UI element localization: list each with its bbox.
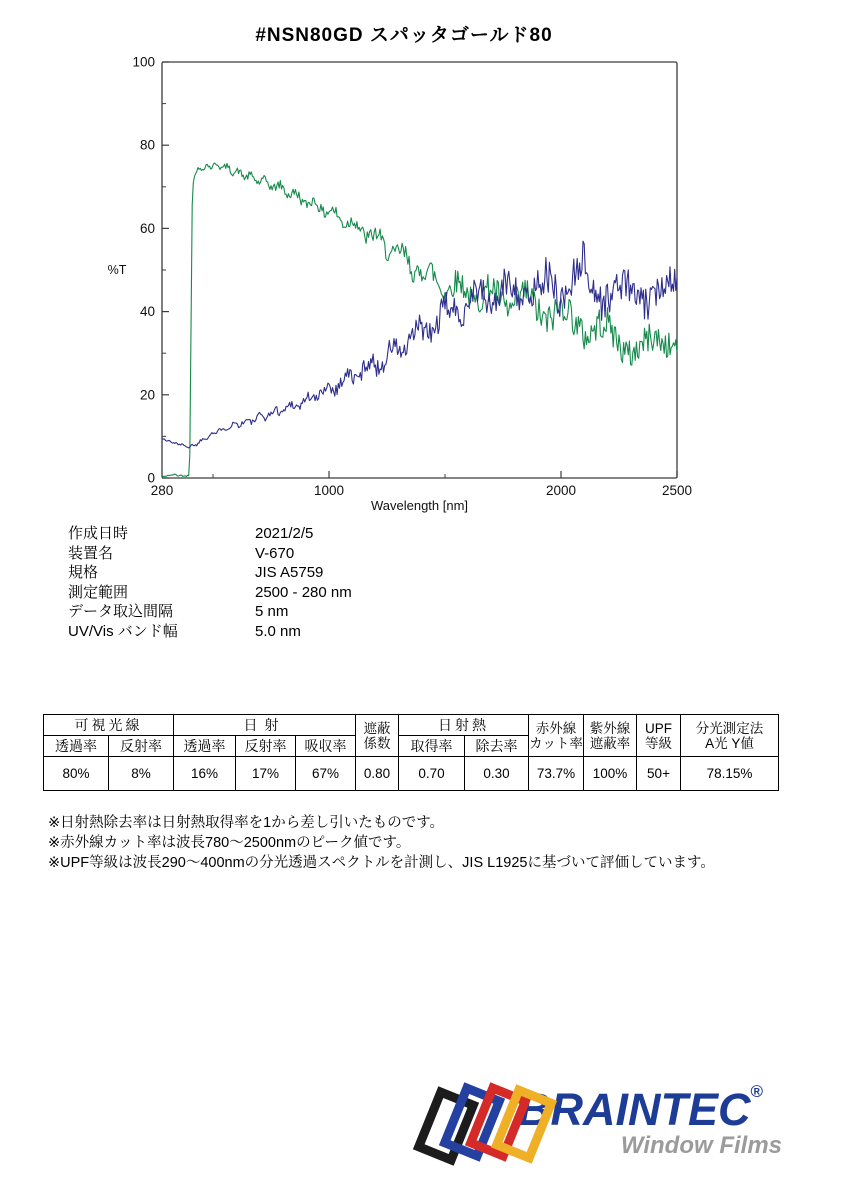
footnote: ※赤外線カット率は波長780～2500nmのピーク値です。 xyxy=(48,835,411,851)
value-solar-abs: 67% xyxy=(296,757,356,791)
meta-value: 5 nm xyxy=(255,603,289,620)
y-axis-tick-label: 100 xyxy=(132,54,155,70)
header-uv-block xyxy=(584,715,637,757)
x-axis-tick-label: 1000 xyxy=(314,483,345,498)
footnote: ※日射熱除去率は日射熱取得率を1から差し引いたものです。 xyxy=(48,815,445,831)
meta-label: 作成日時 xyxy=(68,525,129,542)
value-spectral-y: 78.15% xyxy=(681,757,779,791)
page-title: #NSN80GD スパッタゴールド80 xyxy=(255,25,553,46)
meta-label: データ取込間隔 xyxy=(68,603,174,620)
value-uv-block: 100% xyxy=(584,757,637,791)
value-vlt: 80% xyxy=(44,757,109,791)
y-axis-title: %T xyxy=(107,263,127,277)
subheader-transmittance: 透過率 xyxy=(44,736,109,757)
y-axis-tick-label: 80 xyxy=(139,137,155,153)
meta-row-created xyxy=(68,524,352,544)
value-heat-rejection: 0.30 xyxy=(465,757,529,791)
header-line: 分光測定法 xyxy=(695,720,764,736)
braintec-logo xyxy=(410,1080,810,1185)
value-heat-gain: 0.70 xyxy=(399,757,465,791)
header-upf xyxy=(637,715,681,757)
header-line: カット率 xyxy=(529,735,583,751)
meta-label: 装置名 xyxy=(68,544,114,562)
value-ir-cut: 73.7% xyxy=(529,757,584,791)
registered-trademark-icon: ® xyxy=(750,1082,764,1101)
meta-label: 測定範囲 xyxy=(68,583,129,601)
optical-performance-table xyxy=(43,714,779,791)
value-upf: 50+ xyxy=(637,757,681,791)
subheader-reflectance: 反射率 xyxy=(236,736,296,757)
header-line: 遮蔽 xyxy=(363,720,391,736)
brand-wordmark: BRAINTEC xyxy=(518,1084,751,1135)
footnote: ※UPF等級は波長290～400nmの分光透過スペクトルを計測し、JIS L1925に基づいて評価しています。 xyxy=(48,855,715,871)
footnotes xyxy=(48,813,715,873)
brand-tagline: Window Films xyxy=(620,1132,782,1159)
header-line: A光 Y値 xyxy=(705,735,754,751)
x-axis-origin-label: 280 xyxy=(150,483,174,498)
value-solar-trans: 16% xyxy=(174,757,236,791)
value-vlr: 8% xyxy=(109,757,174,791)
header-solar: 日射 xyxy=(174,715,356,736)
subheader-gain: 取得率 xyxy=(399,736,465,757)
y-axis-tick-label: 40 xyxy=(139,304,155,320)
header-line: UPF xyxy=(645,720,672,736)
header-visible-light: 可視光線 xyxy=(44,715,174,736)
meta-value: 2021/2/5 xyxy=(255,525,314,542)
header-ir-cut xyxy=(529,715,584,757)
subheader-transmittance: 透過率 xyxy=(174,736,236,757)
y-axis-tick-label: 60 xyxy=(139,220,155,236)
subheader-absorptance: 吸収率 xyxy=(296,736,356,757)
x-axis-tick-label: 2000 xyxy=(545,483,577,498)
meta-row-interval xyxy=(68,602,352,622)
subheader-rejection: 除去率 xyxy=(465,736,529,757)
measurement-metadata xyxy=(68,524,352,641)
header-line: 紫外線 xyxy=(589,720,631,736)
value-solar-refl: 17% xyxy=(236,757,296,791)
value-shading-coefficient: 0.80 xyxy=(356,757,399,791)
x-axis-title: Wavelength [nm] xyxy=(370,498,469,513)
meta-label: 規格 xyxy=(68,564,99,581)
meta-row-bandwidth xyxy=(68,622,352,642)
header-line: 係数 xyxy=(363,735,391,751)
brand-name xyxy=(518,1082,763,1136)
header-shading-coefficient xyxy=(356,715,399,757)
header-line: 等級 xyxy=(645,735,672,751)
x-axis-tick-label: 2500 xyxy=(661,483,693,498)
meta-row-standard xyxy=(68,563,352,583)
meta-value: 5.0 nm xyxy=(255,622,301,640)
spectrum-chart xyxy=(0,0,848,520)
meta-value: V-670 xyxy=(255,544,295,562)
header-line: 赤外線 xyxy=(535,720,577,736)
y-axis-tick-label: 0 xyxy=(147,470,155,486)
meta-value: JIS A5759 xyxy=(255,564,324,581)
meta-label: UV/Vis バンド幅 xyxy=(68,622,178,640)
meta-row-instrument xyxy=(68,544,352,564)
meta-value: 2500 - 280 nm xyxy=(255,583,352,601)
header-solar-heat: 日射熱 xyxy=(399,715,529,736)
header-spectral-y xyxy=(681,715,779,757)
meta-row-range xyxy=(68,583,352,603)
y-axis-tick-label: 20 xyxy=(139,387,155,403)
plot-frame xyxy=(162,62,677,478)
header-line: 遮蔽率 xyxy=(589,735,631,751)
subheader-reflectance: 反射率 xyxy=(109,736,174,757)
